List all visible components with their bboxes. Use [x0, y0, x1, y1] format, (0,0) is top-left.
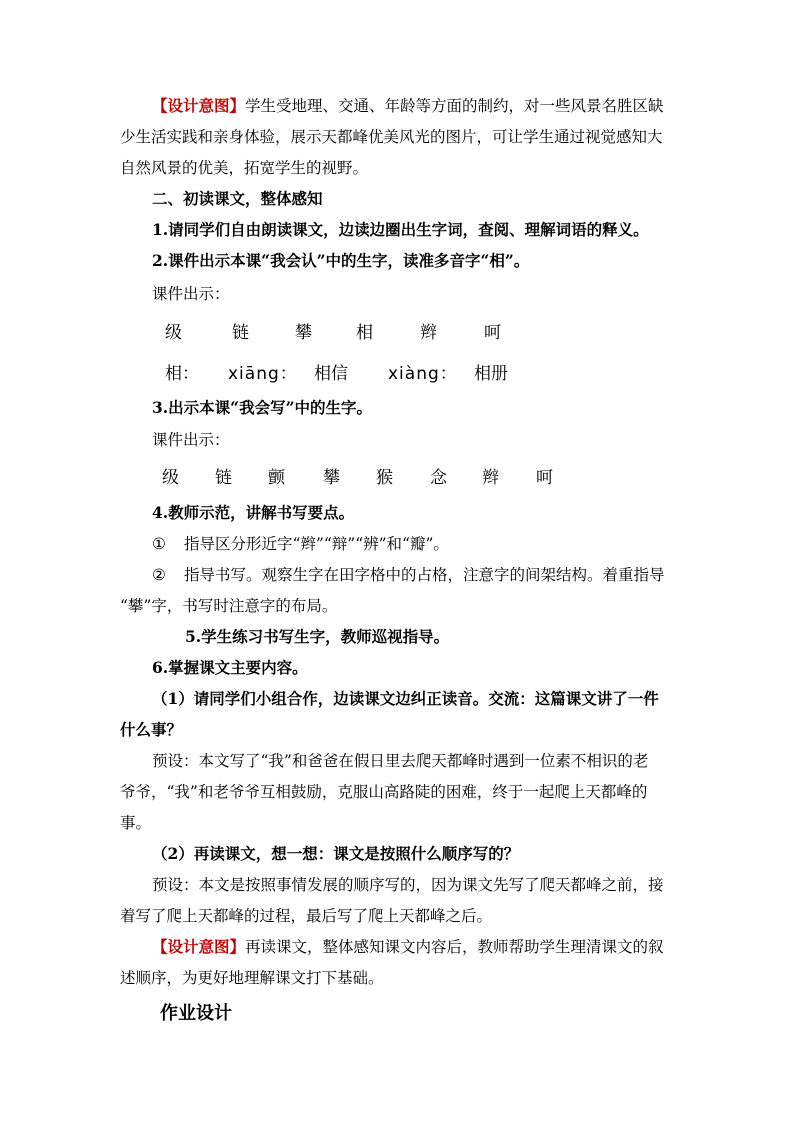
circled-number: ②: [152, 566, 166, 584]
polyphone-word-2: 相册: [474, 364, 508, 384]
homework-heading: 作业设计: [160, 1003, 232, 1024]
polyphone-reading-1: xiāng：: [228, 364, 298, 384]
sub-point-1: [152, 533, 712, 555]
step-2: 2.课件出示本课“我会认”中的生字，读准多音字“相”。: [152, 251, 530, 270]
step-1: 1.请同学们自由朗读课文，边读边圈出生字词，查阅、理解词语的释义。: [152, 220, 649, 239]
char-item: 颤: [268, 468, 285, 488]
sub-point-2-line-2: “攀”字，书写时注意字的布局。: [120, 597, 338, 615]
question-1-line-2: 什么事？: [120, 720, 183, 739]
sub-point-2: [152, 564, 712, 586]
char-item: 级: [165, 323, 182, 343]
char-item: 念: [430, 468, 447, 488]
char-item: 呵: [484, 323, 501, 343]
question-1-line-1: （1）请同学们小组合作，边读课文边纠正读音。交流：这篇课文讲了一件: [152, 689, 659, 708]
char-item: 呵: [536, 468, 553, 488]
polyphone-char: 相：: [165, 364, 199, 384]
char-item: 链: [232, 323, 249, 343]
courseware-label-2: 课件出示：: [152, 431, 230, 449]
design-intent-text: 再读课文，整体感知课文内容后，教师帮助学生理清课文的叙: [245, 938, 664, 956]
char-item: 辫: [482, 468, 499, 488]
char-item: 攀: [323, 468, 340, 488]
answer-1-line-2: 爷爷，“我”和老爷爷互相鼓励，克服山高路陡的困难，终于一起爬上天都峰的: [120, 783, 648, 801]
step-4: 4.教师示范，讲解书写要点。: [152, 503, 355, 522]
design-intent-1-line-1: [152, 95, 680, 117]
sub-point-text: 指导书写。观察生字在田字格中的占格，注意字的间架结构。着重指导: [184, 566, 665, 584]
design-intent-text: 学生受地理、交通、年龄等方面的制约，对一些风景名胜区缺: [245, 97, 664, 115]
answer-2-line-1: 预设：本文是按照事情发展的顺序写的，因为课文先写了爬天都峰之前，接: [152, 876, 664, 894]
char-item: 猴: [376, 468, 393, 488]
answer-1-line-1: 预设：本文写了“我”和爸爸在假日里去爬天都峰时遇到一位素不相识的老: [152, 752, 649, 770]
step-5: 5.学生练习书写生字，教师巡视指导。: [185, 627, 450, 646]
char-item: 辫: [420, 323, 437, 343]
char-item: 链: [215, 468, 232, 488]
char-item: 相: [356, 323, 373, 343]
courseware-label-1: 课件出示：: [152, 285, 230, 303]
section-2-heading: 二、初读课文，整体感知: [152, 189, 323, 208]
design-intent-2-line-1: [152, 936, 712, 958]
char-item: 级: [162, 468, 179, 488]
design-intent-1-line-3: 自然风景的优美，拓宽学生的视野。: [120, 159, 369, 177]
design-intent-2-line-2: 述顺序，为更好地理解课文打下基础。: [120, 969, 384, 987]
step-6: 6.掌握课文主要内容。: [152, 658, 308, 677]
char-item: 攀: [295, 323, 312, 343]
polyphone-reading-2: xiàng：: [388, 364, 458, 384]
step-3: 3.出示本课“我会写”中的生字。: [152, 398, 373, 417]
design-intent-label: 【设计意图】: [152, 96, 246, 115]
answer-1-line-3: 事。: [120, 814, 152, 832]
sub-point-text: 指导区分形近字“辫”“辩”“辨”和“瓣”。: [184, 535, 449, 553]
design-intent-label: 【设计意图】: [152, 937, 246, 956]
design-intent-1-line-2: 少生活实践和亲身体验，展示天都峰优美风光的图片，可让学生通过视觉感知大: [120, 128, 663, 146]
question-2: （2）再读课文，想一想：课文是按照什么顺序写的？: [152, 844, 520, 863]
polyphone-word-1: 相信: [314, 364, 348, 384]
circled-number: ①: [152, 535, 166, 553]
answer-2-line-2: 着写了爬上天都峰的过程，最后写了爬上天都峰之后。: [120, 907, 493, 925]
